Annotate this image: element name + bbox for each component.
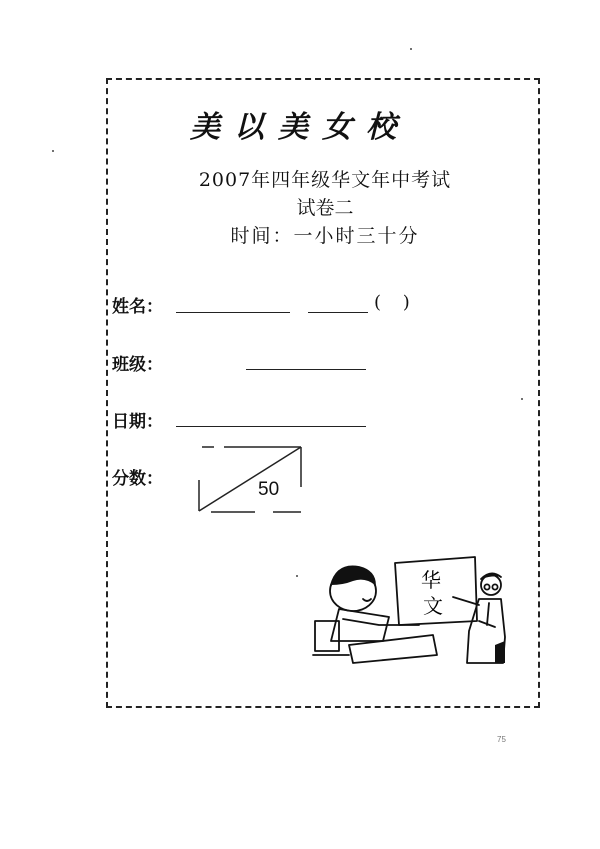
board-character-2: 文 bbox=[423, 594, 443, 618]
score-total: 50 bbox=[258, 479, 280, 500]
board-character-1: 华 bbox=[421, 568, 441, 592]
scan-speck bbox=[521, 398, 523, 400]
name-blank-2[interactable] bbox=[308, 312, 368, 313]
score-box[interactable] bbox=[197, 445, 305, 517]
paper-number: 试卷二 bbox=[296, 197, 354, 219]
class-blank[interactable] bbox=[246, 369, 366, 370]
date-blank[interactable] bbox=[176, 426, 366, 427]
classroom-drawing bbox=[309, 555, 509, 667]
scan-speck bbox=[52, 150, 54, 152]
scan-speck bbox=[296, 575, 298, 577]
exam-duration: 时间：一小时三十分 bbox=[230, 225, 420, 247]
date-label: 日期： bbox=[112, 412, 163, 432]
classroom-illustration bbox=[309, 555, 509, 667]
school-name: 美以美女校 bbox=[190, 110, 410, 145]
name-blank-1[interactable] bbox=[176, 312, 290, 313]
scan-speck bbox=[410, 48, 412, 50]
register-number-parentheses[interactable]: ( ) bbox=[374, 292, 418, 313]
name-label: 姓名： bbox=[112, 297, 163, 317]
page-number: 75 bbox=[497, 735, 506, 744]
class-label: 班级： bbox=[112, 355, 163, 375]
exam-title: 2007年四年级华文年中考试 bbox=[198, 169, 452, 191]
score-label: 分数： bbox=[112, 469, 163, 489]
score-box-lines bbox=[197, 445, 305, 517]
